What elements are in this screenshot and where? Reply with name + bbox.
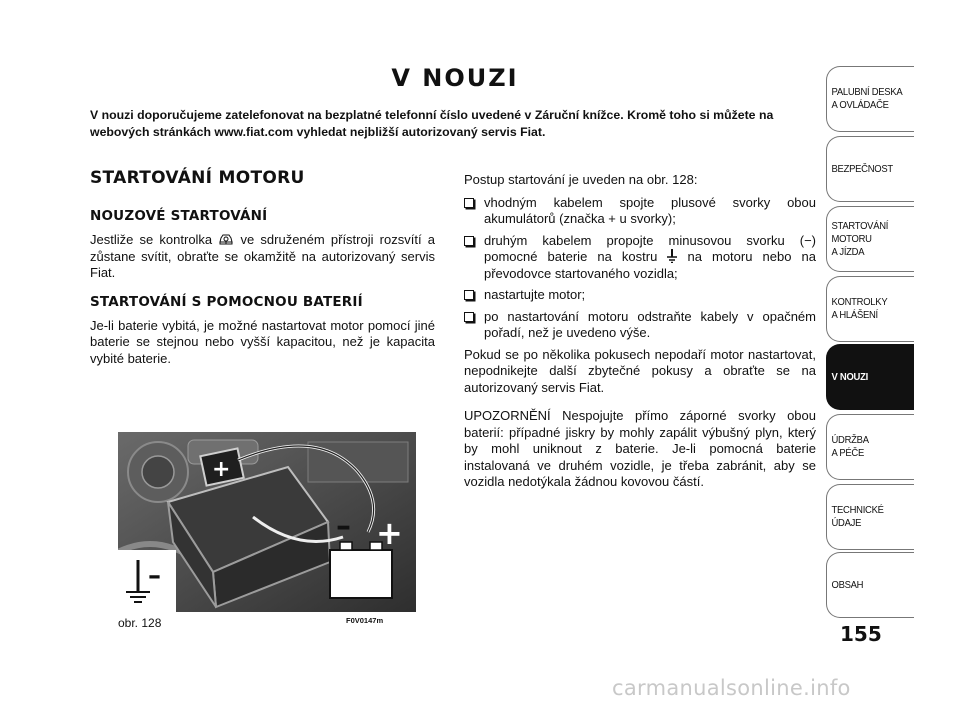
checkbox-bullet-icon [464, 236, 474, 246]
pomocna-text: Je-li baterie vybitá, je možné nastartovat motor pomocí jiné baterie se stejnou nebo vyšší kapacitou, než je kapacita vybité baterie. [90, 317, 435, 366]
svg-text:+: + [212, 457, 231, 482]
tab-bezpecnost[interactable]: BEZPEČNOST [826, 136, 914, 202]
tab-technicke-udaje[interactable]: TECHNICKÉ ÚDAJE [826, 484, 914, 550]
left-column [90, 168, 435, 379]
page-number: 155 [840, 622, 882, 646]
watermark: carmanualsonline.info [612, 676, 851, 700]
list-item: nastartujte motor; [464, 287, 816, 304]
steps-list [464, 195, 816, 342]
section-title: STARTOVÁNÍ MOTORU [90, 168, 305, 188]
battery-jump-start-illustration [118, 432, 416, 612]
svg-text:–: – [148, 561, 161, 591]
warning-paragraph: UPOZORNĚNÍ Nespojujte přímo záporné svorky obou baterií: případné jiskry by mohly zapálit výbušný plyn, který by mohl uniknout z baterie. Je-li pomocná baterie instalovaná ve druhém vozidle, je třeba zabránit, aby se vozidla nedotýkala žádnou kovovou částí. [464, 408, 816, 489]
nouzove-text-after: ve sdruženém přístroji rozsvítí a zůstane svítit, obraťte se okamžitě na autorizovaný servis Fiat. [90, 232, 435, 280]
nouzove-text [90, 232, 435, 282]
right-column [464, 172, 816, 503]
list-item: vhodným kabelem spojte plusové svorky obou akumulátorů (značka + u svorky); [464, 195, 816, 228]
tab-v-nouzi[interactable]: V NOUZI [826, 344, 914, 410]
nouzove-heading: NOUZOVÉ STARTOVÁNÍ [90, 208, 268, 224]
checkbox-bullet-icon [464, 290, 474, 300]
page-title: V NOUZI [391, 64, 519, 92]
pomocna-heading: STARTOVÁNÍ S POMOCNOU BATERIÍ [90, 293, 363, 310]
procedure-intro: Postup startování je uveden na obr. 128: [464, 172, 698, 187]
checkbox-bullet-icon [464, 198, 474, 208]
tab-udrzba[interactable]: ÚDRŽBA A PÉČE [826, 414, 914, 480]
figure-code: F0V0147m [346, 616, 384, 625]
tab-obsah[interactable]: OBSAH [826, 552, 914, 618]
tab-startovani[interactable]: STARTOVÁNÍ MOTORU A JÍZDA [826, 206, 914, 272]
tab-palubni-deska[interactable]: PALUBNÍ DESKA A OVLÁDAČE [826, 66, 914, 132]
svg-text:–: – [336, 509, 351, 544]
figure-caption: obr. 128 [118, 616, 162, 630]
immobilizer-warning-icon [218, 232, 234, 246]
ground-symbol-icon [667, 249, 677, 263]
retry-paragraph: Pokud se po několika pokusech nepodaří motor nastartovat, nepodnikejte další zbytečné pokusy a obraťte se na autorizovaný servis Fiat. [464, 346, 816, 395]
tab-kontrolky[interactable]: KONTROLKY A HLÁŠENÍ [826, 276, 914, 342]
svg-text:+: + [376, 514, 403, 552]
intro-text: V nouzi doporučujeme zatelefonovat na bezplatné telefonní číslo uvedené v Záruční knížce. Kromě toho si můžete na webových stránkách www.fiat.com vyhledat nejbližší autorizovaný servis Fiat. [90, 108, 774, 139]
list-item: po nastartování motoru odstraňte kabely v opačném pořadí, než je uvedeno výše. [464, 309, 816, 342]
nouzove-text-before: Jestliže se kontrolka [90, 232, 213, 247]
list-item: druhým kabelem propojte minusovou svorku (−) pomocné baterie na kostru na motoru nebo na převodovce startovaného vozidla; [464, 233, 816, 283]
checkbox-bullet-icon [464, 312, 474, 322]
